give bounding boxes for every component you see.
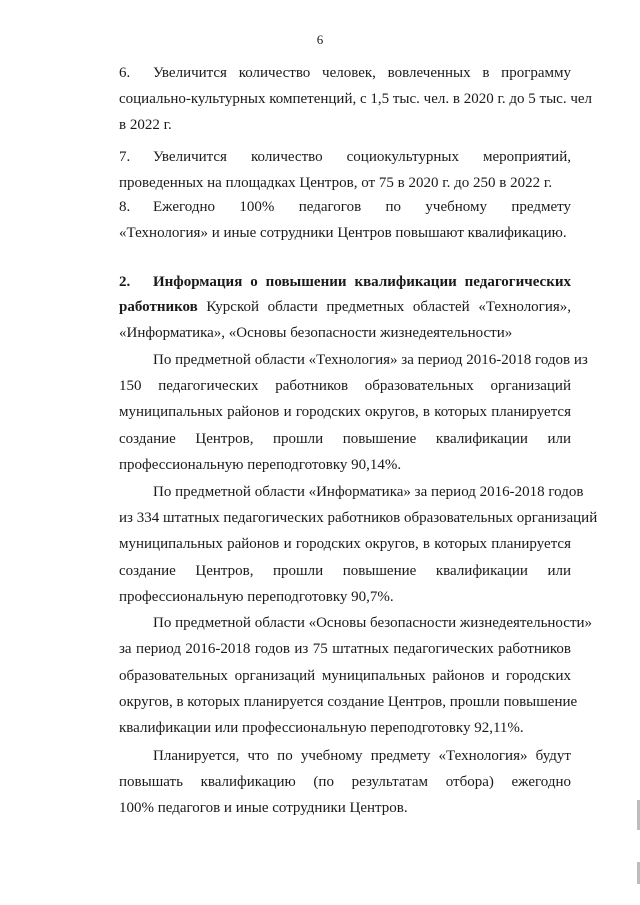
paragraph-2-line-1: По предметной области «Информатика» за период 2016-2018 годов [153,484,584,500]
list-item-number: 8. [119,199,131,215]
list-item-7-line-2: проведенных на площадках Центров, от 75 в 2020 г. до 250 в 2022 г. [119,175,553,191]
paragraph-4-line-3: 100% педагогов и иные сотрудники Центров. [119,800,408,816]
paragraph-2-line-3: муниципальных районов и городских округов, в которых планируется [119,536,571,552]
list-item-number: 7. [119,149,131,165]
section-heading-bold: Информация о повышении квалификации педагогических [153,274,571,290]
section-number: 2. [119,274,131,290]
paragraph-1-line-2: 150 педагогических работников образовательных организаций [119,378,571,394]
list-item-6-line-3: в 2022 г. [119,117,172,133]
section-heading-line-2 [119,298,571,316]
paragraph-2-line-4: создание Центров, прошли повышение квалификации или [119,563,571,579]
paragraph-1-line-1: По предметной области «Технология» за период 2016-2018 годов из [153,352,588,368]
paragraph-1-line-3: муниципальных районов и городских округов, в которых планируется [119,404,571,420]
paragraph-1-line-5: профессиональную переподготовку 90,14%. [119,457,402,473]
paragraph-3-line-3: образовательных организаций муниципальных районов и городских [119,668,571,684]
list-item-8-line-2: «Технология» и иные сотрудники Центров повышают квалификацию. [119,225,567,241]
paragraph-3-line-1: По предметной области «Основы безопасности жизнедеятельности» [153,615,593,631]
paragraph-4-line-1: Планируется, что по учебному предмету «Технология» будут [153,748,571,764]
section-heading-bold-word: работников [119,299,198,315]
list-item-text: Ежегодно 100% педагогов по учебному предмету [153,199,571,215]
list-item-number: 6. [119,65,131,81]
paragraph-2-line-5: профессиональную переподготовку 90,7%. [119,589,394,605]
list-item-text: Увеличится количество человек, вовлеченных в программу [153,65,571,81]
paragraph-3-line-4: округов, в которых планируется создание Центров, прошли повышение [119,694,578,710]
paragraph-3-line-2: за период 2016-2018 годов из 75 штатных педагогических работников [119,641,571,657]
paragraph-4-line-2: повышать квалификацию (по результатам отбора) ежегодно [119,774,571,790]
list-item-text: Увеличится количество социокультурных мероприятий, [153,149,571,165]
section-heading-line-3: «Информатика», «Основы безопасности жизнедеятельности» [119,325,513,341]
section-heading-text: Курской области предметных областей «Технология», [206,299,572,315]
page-number: 6 [316,32,324,47]
paragraph-3-line-5: квалификации или профессиональную переподготовку 92,11%. [119,720,524,736]
paragraph-2-line-2: из 334 штатных педагогических работников образовательных организаций [119,510,598,526]
list-item-6-line-2: социально-культурных компетенций, с 1,5 тыс. чел. в 2020 г. до 5 тыс. чел [119,91,593,107]
paragraph-1-line-4: создание Центров, прошли повышение квалификации или [119,431,571,447]
